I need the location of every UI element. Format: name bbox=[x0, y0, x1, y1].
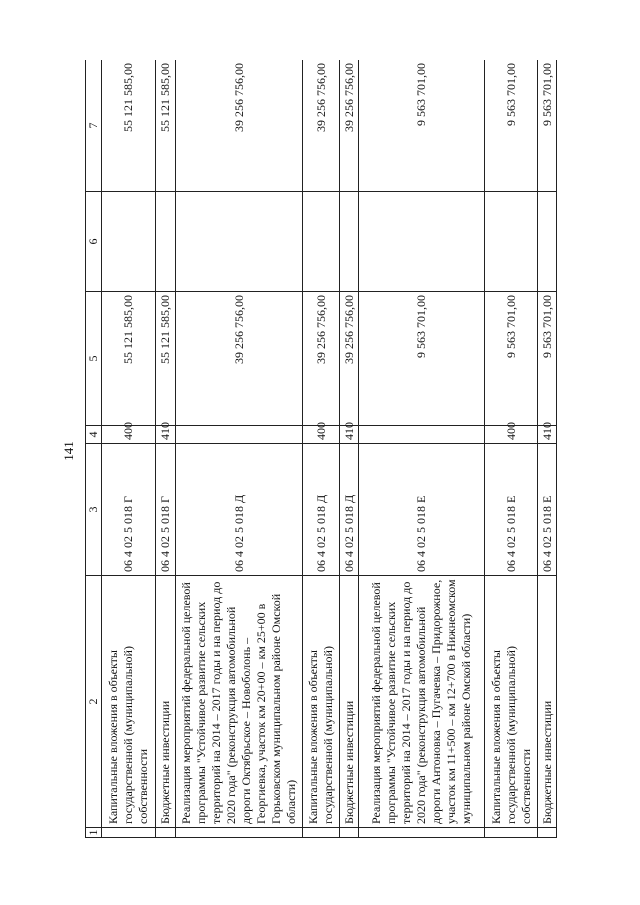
cell-description: Капитальные вложения в объекты государственной (муниципальной) bbox=[303, 576, 340, 828]
page-number: 141 bbox=[61, 441, 76, 461]
cell-code: 06 4 02 5 018 Г bbox=[155, 444, 176, 576]
cell-c1 bbox=[176, 828, 303, 838]
cell-description: Бюджетные инвестиции bbox=[155, 576, 176, 828]
cell-description: Бюджетные инвестиции bbox=[538, 576, 557, 828]
cell-code: 06 4 02 5 018 Е bbox=[358, 444, 484, 576]
cell-type: 410 bbox=[155, 426, 176, 444]
cell-c1 bbox=[484, 828, 538, 838]
cell-c6 bbox=[102, 192, 156, 292]
col-header-5: 5 bbox=[86, 292, 102, 426]
cell-c1 bbox=[340, 828, 359, 838]
cell-total: 9 563 701,00 bbox=[484, 60, 538, 192]
table-row bbox=[538, 60, 557, 838]
cell-amount: 39 256 756,00 bbox=[303, 292, 340, 426]
cell-description: Реализация мероприятий федеральной целевой программы "Устойчивое развитие сельских территорий на 2014 – 2017 годы и на период до 2020 года" (реконструкция автомобильной дороги Антоновка – Пугачевка – Придорожное, участок км 11+500 – км 12+700 в Нижнеомском муниципальном районе Омской области) bbox=[358, 576, 484, 828]
rotated-table-container bbox=[85, 60, 557, 838]
table-row bbox=[176, 60, 303, 838]
cell-amount: 9 563 701,00 bbox=[484, 292, 538, 426]
cell-type bbox=[176, 426, 303, 444]
table-row bbox=[340, 60, 359, 838]
cell-amount: 55 121 585,00 bbox=[155, 292, 176, 426]
cell-amount: 55 121 585,00 bbox=[102, 292, 156, 426]
cell-description: Реализация мероприятий федеральной целевой программы "Устойчивое развитие сельских территорий на 2014 – 2017 годы и на период до 2020 года" (реконструкция автомобильной дороги Октябрьское – Новоболонь – Георгиевка, участок км 20+00 – км 25+00 в Горьковском муниципальном районе Омской области) bbox=[176, 576, 303, 828]
cell-type: 400 bbox=[102, 426, 156, 444]
cell-amount: 39 256 756,00 bbox=[340, 292, 359, 426]
table-row bbox=[102, 60, 156, 838]
document-table-area bbox=[85, 60, 557, 838]
cell-type bbox=[358, 426, 484, 444]
cell-amount: 39 256 756,00 bbox=[176, 292, 303, 426]
cell-c6 bbox=[484, 192, 538, 292]
cell-c1 bbox=[303, 828, 340, 838]
col-header-4: 4 bbox=[86, 426, 102, 444]
cell-type: 410 bbox=[340, 426, 359, 444]
cell-code: 06 4 02 5 018 Д bbox=[176, 444, 303, 576]
cell-c1 bbox=[538, 828, 557, 838]
cell-description: Бюджетные инвестиции bbox=[340, 576, 359, 828]
col-header-3: 3 bbox=[86, 444, 102, 576]
cell-c6 bbox=[538, 192, 557, 292]
col-header-1: 1 bbox=[86, 829, 100, 836]
cell-description: Капитальные вложения в объекты государственной (муниципальной) собственности bbox=[102, 576, 156, 828]
table-row bbox=[303, 60, 340, 838]
cell-c6 bbox=[155, 192, 176, 292]
cell-code: 06 4 02 5 018 Е bbox=[538, 444, 557, 576]
cell-total: 55 121 585,00 bbox=[102, 60, 156, 192]
col-header-6: 6 bbox=[86, 192, 102, 292]
cell-code: 06 4 02 5 018 Е bbox=[484, 444, 538, 576]
cell-code: 06 4 02 5 018 Д bbox=[303, 444, 340, 576]
cell-total: 9 563 701,00 bbox=[358, 60, 484, 192]
budget-table bbox=[85, 60, 557, 838]
cell-total: 9 563 701,00 bbox=[538, 60, 557, 192]
cell-c1 bbox=[155, 828, 176, 838]
header-row bbox=[86, 60, 102, 838]
cell-type: 400 bbox=[303, 426, 340, 444]
cell-type: 400 bbox=[484, 426, 538, 444]
col-header-7: 7 bbox=[86, 60, 102, 192]
cell-code: 06 4 02 5 018 Г bbox=[102, 444, 156, 576]
cell-type: 410 bbox=[538, 426, 557, 444]
cell-c1 bbox=[358, 828, 484, 838]
cell-total: 39 256 756,00 bbox=[176, 60, 303, 192]
cell-description: Капитальные вложения в объекты государственной (муниципальной) собственности bbox=[484, 576, 538, 828]
cell-amount: 9 563 701,00 bbox=[538, 292, 557, 426]
table-row bbox=[484, 60, 538, 838]
cell-c6 bbox=[176, 192, 303, 292]
cell-c6 bbox=[358, 192, 484, 292]
cell-c6 bbox=[303, 192, 340, 292]
cell-total: 39 256 756,00 bbox=[340, 60, 359, 192]
cell-c6 bbox=[340, 192, 359, 292]
cell-total: 55 121 585,00 bbox=[155, 60, 176, 192]
cell-c1 bbox=[102, 828, 156, 838]
cell-amount: 9 563 701,00 bbox=[358, 292, 484, 426]
cell-total: 39 256 756,00 bbox=[303, 60, 340, 192]
table-row bbox=[155, 60, 176, 838]
table-row bbox=[358, 60, 484, 838]
cell-code: 06 4 02 5 018 Д bbox=[340, 444, 359, 576]
col-header-2: 2 bbox=[86, 576, 102, 828]
